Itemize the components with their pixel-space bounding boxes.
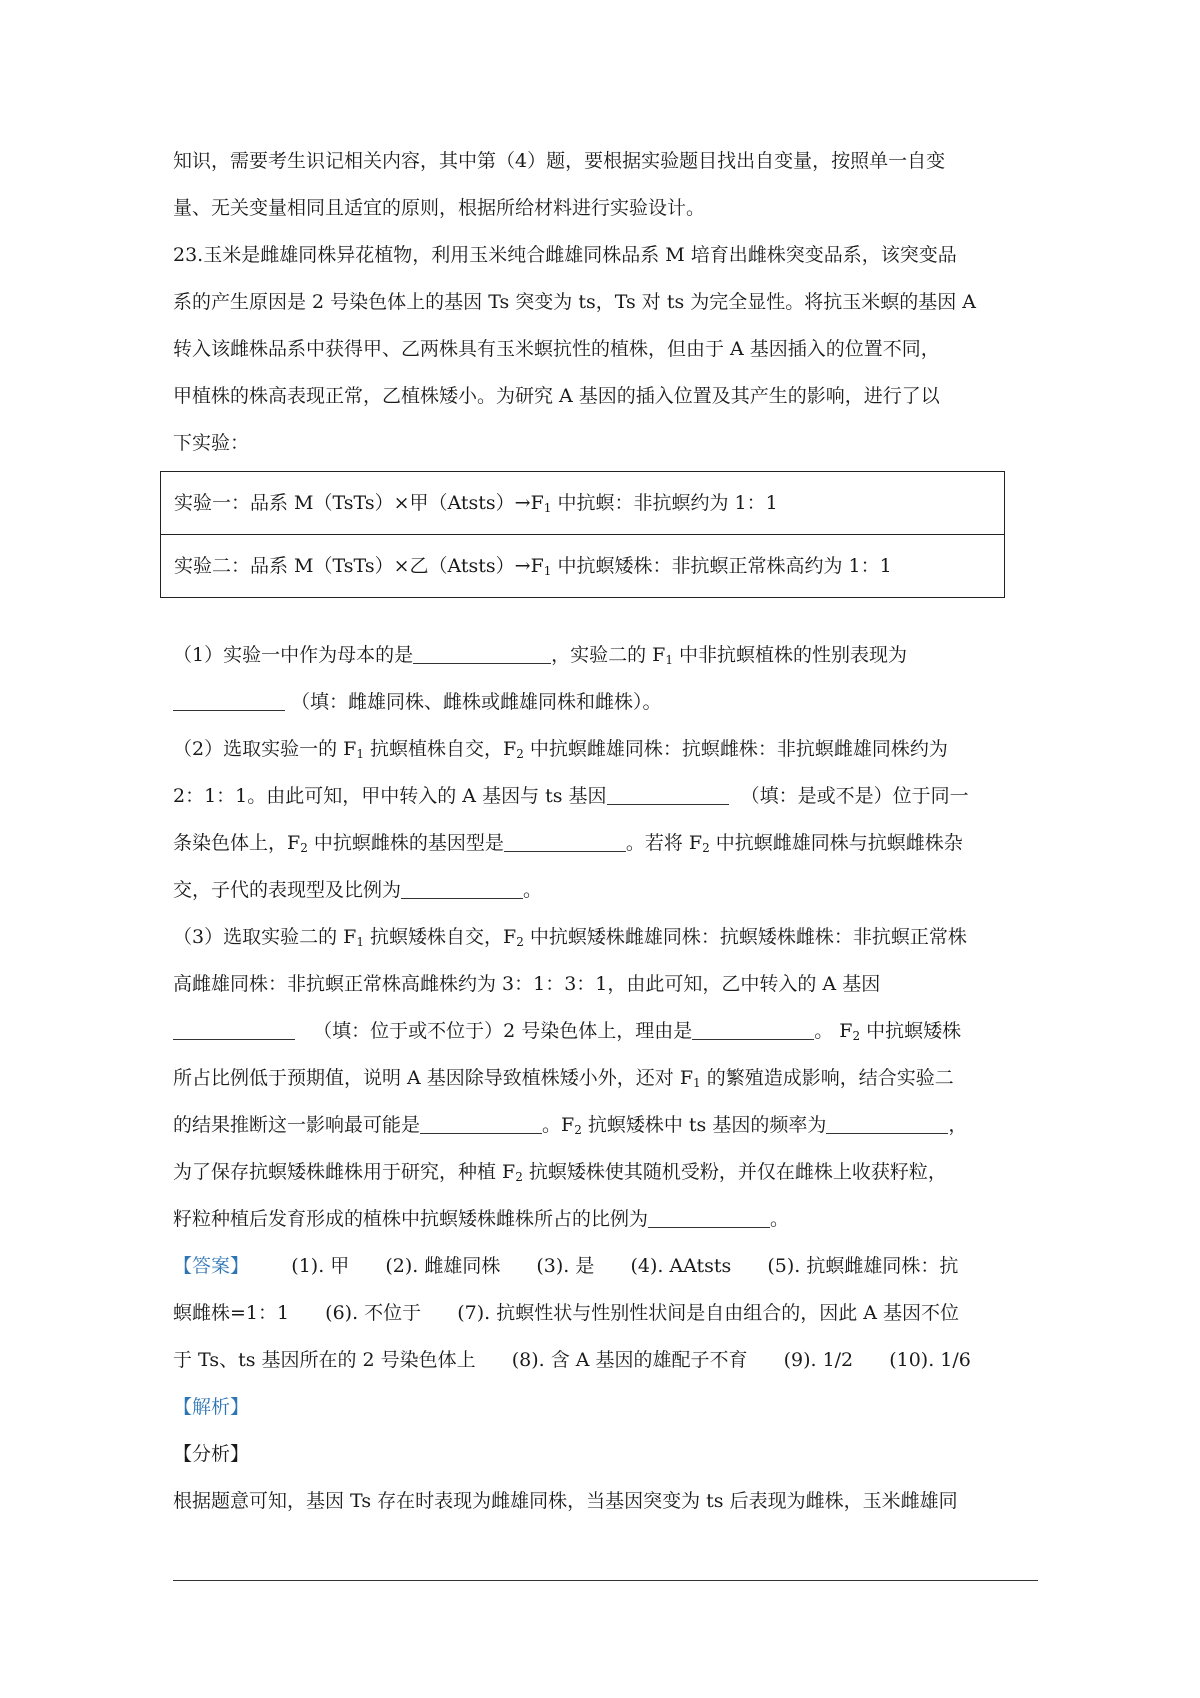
experiment-2-text: 实验二：品系 M（TsTs）×乙（Atsts）→F — [174, 555, 544, 577]
q2-text: 中抗螟雌株的基因型是 — [307, 832, 504, 854]
experiment-2-result: 中抗螟矮株：非抗螟正常株高约为 1：1 — [551, 555, 892, 577]
q3-text: 。 F — [814, 1020, 853, 1042]
q1-line-2 — [173, 679, 1038, 726]
answer-blank[interactable] — [401, 879, 523, 899]
q1-text: ，实验二的 F — [551, 644, 666, 666]
answer-item: 于 Ts、ts 基因所在的 2 号染色体上 — [173, 1349, 476, 1371]
q3-text: 中抗螟矮株 — [860, 1020, 962, 1042]
question-line-4: 甲植株的株高表现正常，乙植株矮小。为研究 A 基因的插入位置及其产生的影响，进行了以 — [173, 385, 940, 407]
experiment-1-result: 中抗螟：非抗螟约为 1：1 — [551, 492, 778, 514]
analysis-subtag: 【分析】 — [173, 1443, 250, 1465]
q2-text: 抗螟植株自交，F — [363, 738, 517, 760]
experiment-1-row — [161, 472, 1004, 534]
subscript: 2 — [852, 1029, 861, 1043]
q3-text: 抗螟矮株使其随机受粉，并仅在雌株上收获籽粒， — [522, 1161, 947, 1183]
answer-blank[interactable] — [692, 1020, 814, 1040]
subscript: 2 — [300, 841, 308, 855]
intro-line-2: 量、无关变量相同且适宜的原则，根据所给材料进行实验设计。 — [173, 197, 706, 219]
q2-text: （2）选取实验一的 F — [173, 738, 357, 760]
subscript: 1 — [356, 747, 364, 761]
question-line-3: 转入该雌株品系中获得甲、乙两株具有玉米螟抗性的植株，但由于 A 基因插入的位置不同， — [173, 338, 940, 360]
q3-line-7 — [173, 1196, 1038, 1243]
answer-line-2 — [173, 1290, 1038, 1337]
q3-text: ， — [948, 1114, 968, 1136]
q3-line-1 — [173, 914, 1038, 961]
analysis-tag-line — [173, 1384, 1038, 1431]
answer-blank[interactable] — [607, 785, 729, 805]
q2-text: 条染色体上，F — [173, 832, 301, 854]
answer-blank[interactable] — [648, 1208, 770, 1228]
answer-item: (5). 抗螟雌雄同株：抗 — [767, 1255, 959, 1277]
q2-text: 中抗螟雌雄同株与抗螟雌株杂 — [709, 832, 963, 854]
q3-text: 抗螟矮株自交，F — [363, 926, 517, 948]
q2-text: 。 — [523, 879, 543, 901]
answer-item: (8). 含 A 基因的雄配子不育 — [511, 1349, 748, 1371]
q2-line-3 — [173, 820, 1038, 867]
footer-divider — [173, 1580, 1038, 1581]
answer-blank[interactable] — [173, 691, 285, 711]
question-line-1: 23.玉米是雌雄同株异花植物，利用玉米纯合雌雄同株品系 M 培育出雌株突变品系，该突变品 — [173, 244, 957, 266]
q3-line-5 — [173, 1102, 1038, 1149]
q1-text: （1）实验一中作为母本的是 — [173, 644, 414, 666]
q3-text: 所占比例低于预期值，说明 A 基因除导致植株矮小外，还对 F — [173, 1067, 694, 1089]
subscript: 1 — [693, 1076, 701, 1090]
subscript: 1 — [543, 501, 552, 515]
subscript: 2 — [574, 1123, 582, 1137]
q1-line-1 — [173, 632, 1038, 679]
subscript: 1 — [543, 564, 552, 578]
answer-blank[interactable] — [413, 644, 551, 664]
q1-text: 中非抗螟植株的性别表现为 — [672, 644, 908, 666]
answer-item: (2). 雌雄同株 — [385, 1255, 501, 1277]
subscript: 2 — [516, 747, 524, 761]
q3-line-2: 高雌雄同株：非抗螟正常株高雌株约为 3：1：3：1，由此可知，乙中转入的 A 基因 — [173, 973, 881, 995]
question-line-5: 下实验： — [173, 432, 250, 454]
analysis-line-1: 根据题意可知，基因 Ts 存在时表现为雌雄同株，当基因突变为 ts 后表现为雌株，玉米雌雄同 — [173, 1490, 958, 1512]
q3-text: 籽粒种植后发育形成的植株中抗螟矮株雌株所占的比例为 — [173, 1208, 649, 1230]
q2-text: （填：是或不是）位于同一 — [740, 785, 969, 807]
subscript: 2 — [702, 841, 710, 855]
subscript: 1 — [665, 653, 673, 667]
document-page — [173, 138, 1038, 1525]
experiment-2-row — [161, 534, 1004, 597]
q2-line-2 — [173, 773, 1038, 820]
answer-item: 螟雌株=1：1 — [173, 1302, 290, 1324]
subscript: 1 — [356, 935, 364, 949]
answer-tag: 【答案】 — [173, 1255, 250, 1277]
answer-blank[interactable] — [826, 1114, 948, 1134]
q3-text: 中抗螟矮株雌雄同株：抗螟矮株雌株：非抗螟正常株 — [523, 926, 967, 948]
answer-item: (3). 是 — [536, 1255, 595, 1277]
answer-item: (9). 1/2 — [783, 1349, 854, 1371]
answer-line-3 — [173, 1337, 1038, 1384]
q2-line-1 — [173, 726, 1038, 773]
q3-text: 。 — [770, 1208, 790, 1230]
experiment-1-text: 实验一：品系 M（TsTs）×甲（Atsts）→F — [174, 492, 544, 514]
q1-text: （填：雌雄同株、雌株或雌雄同株和雌株）。 — [291, 691, 662, 713]
answer-item: (4). AAtsts — [630, 1255, 732, 1277]
answer-blank[interactable] — [173, 1020, 295, 1040]
answer-line-1 — [173, 1243, 1038, 1290]
analysis-tag: 【解析】 — [173, 1396, 250, 1418]
answer-item: (1). 甲 — [291, 1255, 350, 1277]
intro-line-1: 知识，需要考生识记相关内容，其中第（4）题，要根据实验题目找出自变量，按照单一自变 — [173, 150, 946, 172]
answer-blank[interactable] — [420, 1114, 542, 1134]
q2-text: 交，子代的表现型及比例为 — [173, 879, 402, 901]
q3-line-6 — [173, 1149, 1038, 1196]
experiment-table — [160, 471, 1005, 598]
q3-line-3 — [173, 1008, 1038, 1055]
q3-text: 。F — [542, 1114, 575, 1136]
q3-text: （3）选取实验二的 F — [173, 926, 357, 948]
q3-line-4 — [173, 1055, 1038, 1102]
subscript: 2 — [515, 1170, 523, 1184]
answer-item: (7). 抗螟性状与性别性状间是自由组合的，因此 A 基因不位 — [457, 1302, 959, 1324]
q2-text: 2：1：1。由此可知，甲中转入的 A 基因与 ts 基因 — [173, 785, 607, 807]
q3-text: 的繁殖造成影响，结合实验二 — [700, 1067, 954, 1089]
subscript: 2 — [516, 935, 524, 949]
q3-text: （填：位于或不位于）2 号染色体上，理由是 — [313, 1020, 693, 1042]
q2-text: 。若将 F — [625, 832, 703, 854]
q2-line-4 — [173, 867, 1038, 914]
q2-text: 中抗螟雌雄同株：抗螟雌株：非抗螟雌雄同株约为 — [523, 738, 948, 760]
answer-item: (10). 1/6 — [889, 1349, 971, 1371]
q3-text: 为了保存抗螟矮株雌株用于研究，种植 F — [173, 1161, 516, 1183]
q3-text: 抗螟矮株中 ts 基因的频率为 — [581, 1114, 827, 1136]
answer-item: (6). 不位于 — [325, 1302, 422, 1324]
question-line-2: 系的产生原因是 2 号染色体上的基因 Ts 突变为 ts，Ts 对 ts 为完全显性。将抗玉米螟的基因 A — [173, 291, 977, 313]
q3-text: 的结果推断这一影响最可能是 — [173, 1114, 421, 1136]
answer-blank[interactable] — [504, 832, 626, 852]
